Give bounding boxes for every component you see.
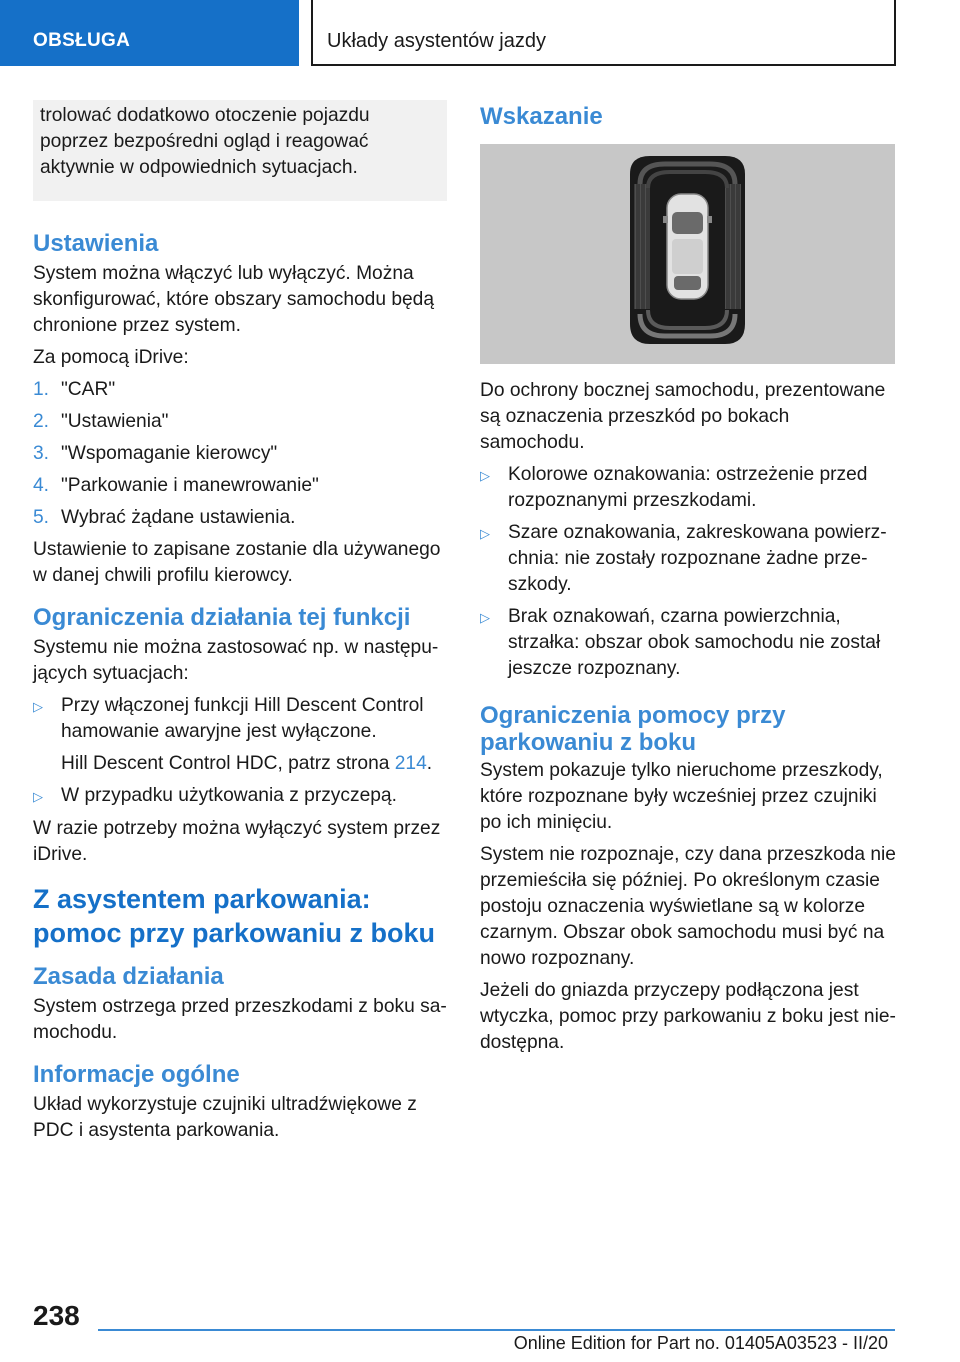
side-limits-p2: System nie rozpoznaje, czy dana przeszkoda nie przemieściła się później. Po określonym czasie postoju oznaczenia wyświetlane są w kolorze czarnym. Obszar obok samochodu musi być na nowo rozpoznany. (480, 844, 896, 969)
step-number: 2. (33, 411, 50, 432)
step-text: "Parkowanie i manewrowanie" (61, 475, 319, 496)
reference-end: . (426, 753, 433, 774)
step-number: 3. (33, 443, 50, 464)
limits-list (33, 693, 449, 745)
step-text: "CAR" (61, 379, 116, 400)
step-item (33, 409, 449, 435)
step-text: "Ustawienia" (61, 411, 169, 432)
edition-text: Online Edition for Part no. 01405A03523 - II/20 (513, 1333, 888, 1353)
right-side-band (725, 184, 741, 309)
list-item (480, 520, 896, 598)
triangle-bullet-icon: ▷ (480, 526, 490, 541)
side-protection-figure (480, 144, 895, 364)
triangle-bullet-icon: ▷ (33, 789, 43, 804)
settings-text: System można włączyć lub wyłączyć. Można skonfigurować, które obszary samochodu będą chronione przez system. (33, 263, 435, 336)
parking-view-illustration (480, 144, 895, 364)
main-heading: Z asystentem parkowania: pomoc przy parkowaniu z boku (33, 884, 436, 948)
list-item (480, 462, 896, 514)
car-top-view (663, 194, 712, 299)
list-item-text: Szare oznakowania, zakreskowana powierzchnia: nie zostały rozpoznane żadne przeszkody. (508, 522, 887, 595)
triangle-bullet-icon: ▷ (33, 699, 43, 714)
list-item (33, 783, 449, 810)
step-number: 5. (33, 507, 50, 528)
section-label: OBSŁUGA (33, 30, 131, 51)
step-item (33, 377, 449, 403)
disable-text: W razie potrzeby można wyłączyć system przez iDrive. (33, 818, 441, 865)
triangle-bullet-icon: ▷ (480, 468, 490, 483)
chapter-title: Układy asystentów jazdy (327, 30, 546, 52)
list-item-text: Kolorowe oznakowania: ostrzeżenie przed rozpoznanymi przeszkodami. (508, 464, 868, 511)
marking-list (480, 462, 896, 682)
left-side-band (634, 184, 650, 309)
general-heading: Informacje ogólne (33, 1061, 240, 1088)
step-text: "Wspomaganie kierowcy" (61, 443, 278, 464)
side-limits-p1: System pokazuje tylko nieruchome przeszkody, które rozpoznane były wcześniej przez czujniki po ich minięciu. (480, 760, 883, 833)
general-text: Układ wykorzystuje czujniki ultradźwiękowe z PDC i asystenta parkowania. (33, 1094, 417, 1141)
side-limits-heading: Ograniczenia pomocy przy parkowaniu z boku (480, 702, 786, 756)
step-item (33, 441, 449, 467)
limits-text: Systemu nie można zastosować np. w następujących sytuacjach: (33, 637, 439, 684)
principle-heading: Zasada działania (33, 963, 224, 990)
note-text: trolować dodatkowo otoczenie pojazdu poprzez bezpośredni ogląd i reagować aktywnie w odpowiednich sytuacjach. (40, 105, 370, 178)
list-item (480, 604, 896, 682)
right-column (480, 100, 896, 1062)
chapter-header (311, 0, 896, 66)
limits-list-2 (33, 783, 449, 810)
side-limits-p3: Jeżeli do gniazda przyczepy podłączona jest wtyczka, pomoc przy parkowaniu z boku jest niedostępna. (480, 980, 896, 1053)
list-item (33, 693, 449, 745)
list-item-text: W przypadku użytkowania z przyczepą. (61, 785, 397, 806)
step-number: 1. (33, 379, 50, 400)
list-item-text: Przy włączonej funkcji Hill Descent Control hamowanie awaryjne jest wyłączone. (61, 695, 424, 742)
principle-text: System ostrzega przed przeszkodami z boku samochodu. (33, 996, 447, 1043)
limits-heading: Ograniczenia działania tej funkcji (33, 604, 411, 631)
display-text: Do ochrony bocznej samochodu, prezentowane są oznaczenia przeszkód po bokach samochodu. (480, 380, 886, 453)
section-tab (0, 0, 299, 66)
step-number: 4. (33, 475, 50, 496)
page-link[interactable]: 214 (394, 753, 427, 774)
step-item (33, 473, 449, 499)
saved-text: Ustawienie to zapisane zostanie dla używanego w danej chwili profilu kierowcy. (33, 539, 441, 586)
note-box (33, 100, 447, 201)
cross-reference (33, 751, 449, 777)
idrive-text: Za pomocą iDrive: (33, 347, 189, 368)
display-heading: Wskazanie (480, 103, 603, 130)
reference-text: Hill Descent Control HDC, patrz strona (61, 753, 395, 774)
page-number: 238 (33, 1300, 80, 1331)
steps-list (33, 377, 449, 531)
footer-divider (98, 1329, 895, 1331)
triangle-bullet-icon: ▷ (480, 610, 490, 625)
step-item (33, 505, 449, 531)
settings-heading: Ustawienia (33, 230, 159, 257)
list-item-text: Brak oznakowań, czarna powierzchnia, strzałka: obszar obok samochodu nie został jeszcze rozpoznany. (508, 606, 881, 679)
left-column (33, 100, 449, 1150)
step-text: Wybrać żądane ustawienia. (61, 507, 296, 528)
